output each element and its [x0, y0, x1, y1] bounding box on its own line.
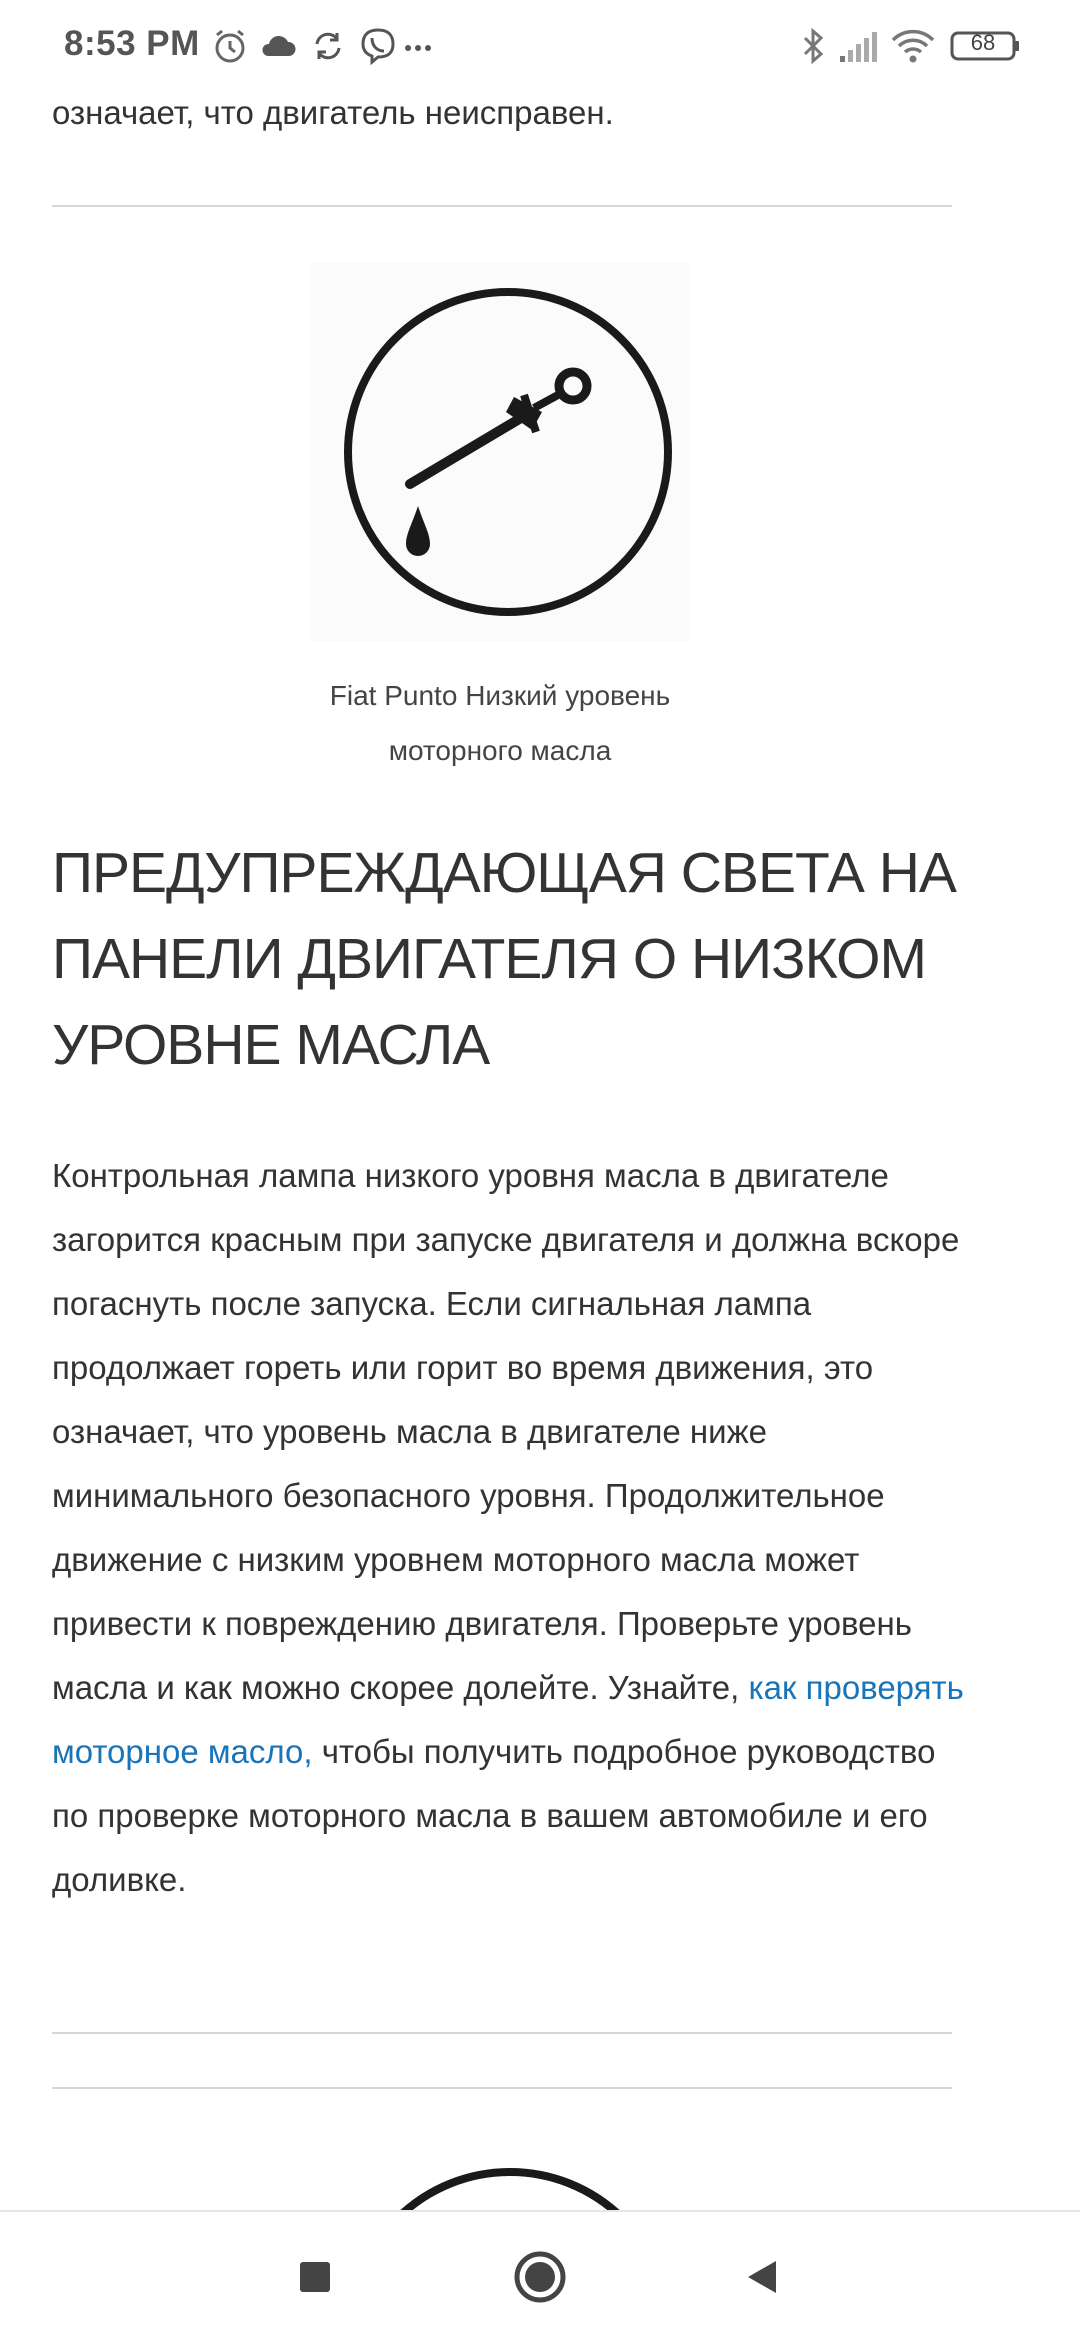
oil-warning-figure	[310, 262, 690, 642]
alarm-icon	[210, 24, 250, 68]
divider	[52, 2087, 952, 2089]
status-time: 8:53 PM	[64, 24, 200, 63]
recent-apps-button[interactable]	[285, 2247, 345, 2307]
article-paragraph	[52, 1144, 972, 1912]
bluetooth-icon	[796, 24, 830, 68]
divider	[52, 2032, 952, 2034]
divider	[52, 205, 952, 207]
signal-icon	[836, 24, 880, 68]
section-heading: ПРЕДУПРЕЖДАЮЩАЯ СВЕТА НА ПАНЕЛИ ДВИГАТЕЛЯ О НИЗКОМ УРОВНЕ МАСЛА	[52, 841, 956, 1077]
system-nav-bar	[0, 2210, 1080, 2342]
cloud-icon	[258, 24, 298, 68]
oil-dipstick-icon	[310, 262, 690, 642]
viber-icon	[358, 24, 398, 68]
paragraph-text-after-link: чтобы получить подробное руководство по проверке моторного масла в вашем автомобиле и его доливке.	[52, 1733, 936, 1898]
figure-caption-line2: моторного масла	[388, 735, 612, 766]
home-button[interactable]	[510, 2247, 570, 2307]
paragraph-text-before-link: Контрольная лампа низкого уровня масла в двигателе загорится красным при запуске двигателя и должна вскоре погаснуть после запуска. Если сигнальная лампа продолжает гореть или горит во время движения, это означает, что уровень масла в двигателе ниже минимального безопасного уровня. Продолжительное движение с низким уровнем моторного масла может привести к повреждению двигателя. Проверьте уровень масла и как можно скорее долейте. Узнайте,	[52, 1157, 960, 1706]
back-button[interactable]	[732, 2247, 792, 2307]
sync-icon	[308, 24, 348, 68]
square-icon	[298, 2260, 332, 2294]
check-oil-link[interactable]: как проверять моторное масло,	[52, 1669, 964, 1770]
battery-icon	[950, 24, 1022, 68]
back-triangle-icon	[742, 2257, 782, 2297]
circle-icon	[512, 2249, 568, 2305]
status-bar	[0, 0, 1080, 95]
more-dots-icon	[400, 24, 440, 68]
figure-caption-line1: Fiat Punto Низкий уровень	[329, 680, 671, 711]
battery-level: 68	[970, 30, 996, 55]
wifi-icon	[890, 24, 936, 68]
article-intro-tail: означает, что двигатель неисправен.	[52, 94, 614, 131]
